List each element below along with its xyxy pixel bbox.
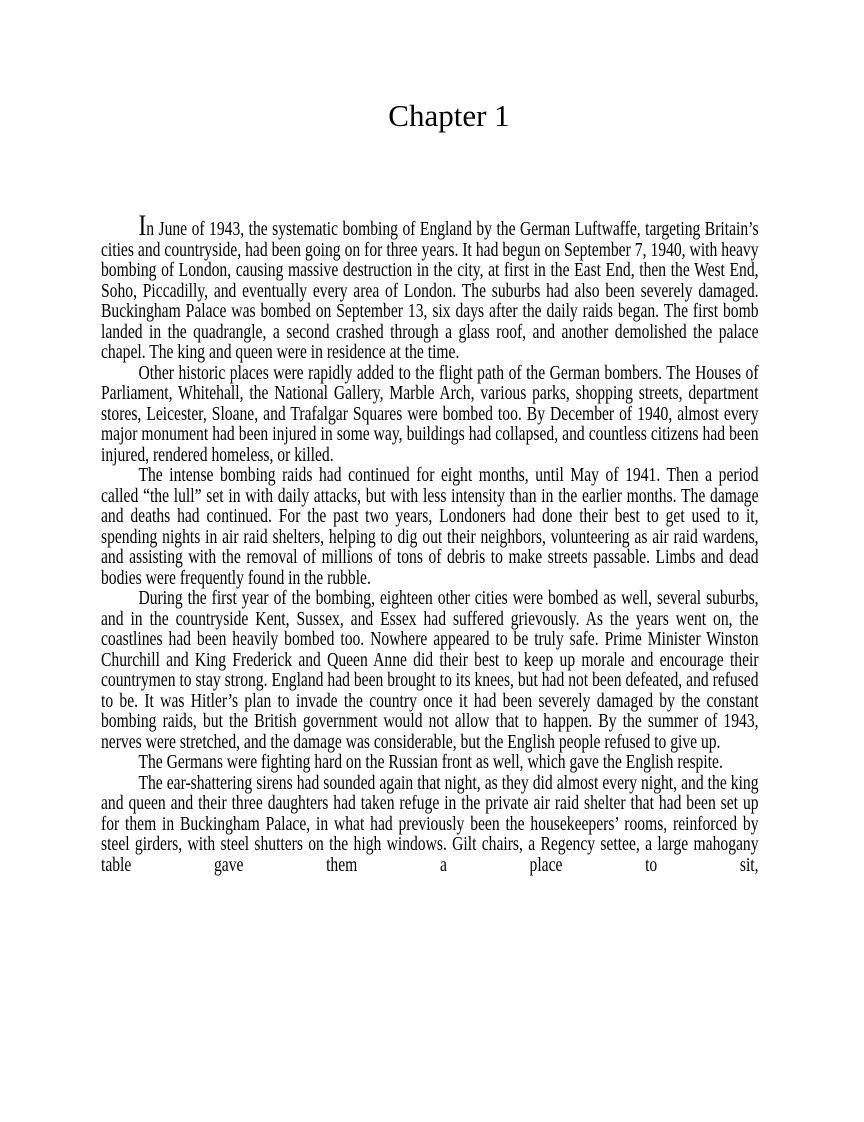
paragraph-1-text: n June of 1943, the systematic bombing of England by the German Luftwaffe, targeting Britain’s cities and countryside, had been going on for three years. It had begun on September 7, 1940, with heavy bombing of London, causing massive destruction in the city, at first in the East End, then the West End, Soho, Piccadilly, and eventually every area of London. The suburbs had also been severely damaged. Buckingham Palace was bombed on September 13, six days after the daily raids began. The first bomb landed in the quadrangle, a second crashed through a glass roof, and another demolished the palace chapel. The king and queen were in residence at the time.: [101, 218, 759, 363]
paragraph-6: The ear-shattering sirens had sounded again that night, as they did almost every night, and the king and queen and their three daughters had taken refuge in the private air raid shelter that had been set up for them in Buckingham Palace, in what had previously been the housekeepers’ rooms, reinforced by steel girders, with steel shutters on the high windows. Gilt chairs, a Regency settee, a large mahogany table gave them a place to sit,: [101, 771, 759, 876]
chapter-title: Chapter 1: [388, 98, 510, 133]
initial-capital: I: [138, 209, 147, 242]
paragraph-2: Other historic places were rapidly added to the flight path of the German bombers. The Houses of Parliament, Whitehall, the National Gallery, Marble Arch, various parks, shopping streets, department stores, Leicester, Sloane, and Trafalgar Squares were bombed too. By December of 1940, almost every major monument had been injured in some way, buildings had collapsed, and countless citizens had been injured, rendered homeless, or killed.: [101, 361, 759, 466]
paragraph-4: During the first year of the bombing, eighteen other cities were bombed as well, several suburbs, and in the countryside Kent, Sussex, and Essex had suffered grievously. As the years went on, the coastlines had been heavily bombed too. Nowhere appeared to be truly safe. Prime Minister Winston Churchill and King Frederick and Queen Anne did their best to keep up morale and encourage their countrymen to stay strong. England had been brought to its knees, but had not been defeated, and refused to be. It was Hitler’s plan to invade the country once it had been severely damaged by the constant bombing raids, but the British government would not allow that to happen. By the summer of 1943, nerves were stretched, and the damage was considerable, but the English people refused to give up.: [101, 587, 759, 753]
chapter-body: [101, 209, 759, 876]
paragraph-1: [101, 209, 759, 363]
paragraph-5: The Germans were fighting hard on the Russian front as well, which gave the English respite.: [138, 751, 723, 773]
paragraph-3: The intense bombing raids had continued for eight months, until May of 1941. Then a period called “the lull” set in with daily attacks, but with less intensity than in the earlier months. The damage and deaths had continued. For the past two years, Londoners had done their best to get used to it, spending nights in air raid shelters, helping to dig out their neighbors, volunteering as air raid wardens, and assisting with the removal of millions of tons of debris to make streets passable. Limbs and dead bodies were frequently found in the rubble.: [101, 464, 759, 589]
